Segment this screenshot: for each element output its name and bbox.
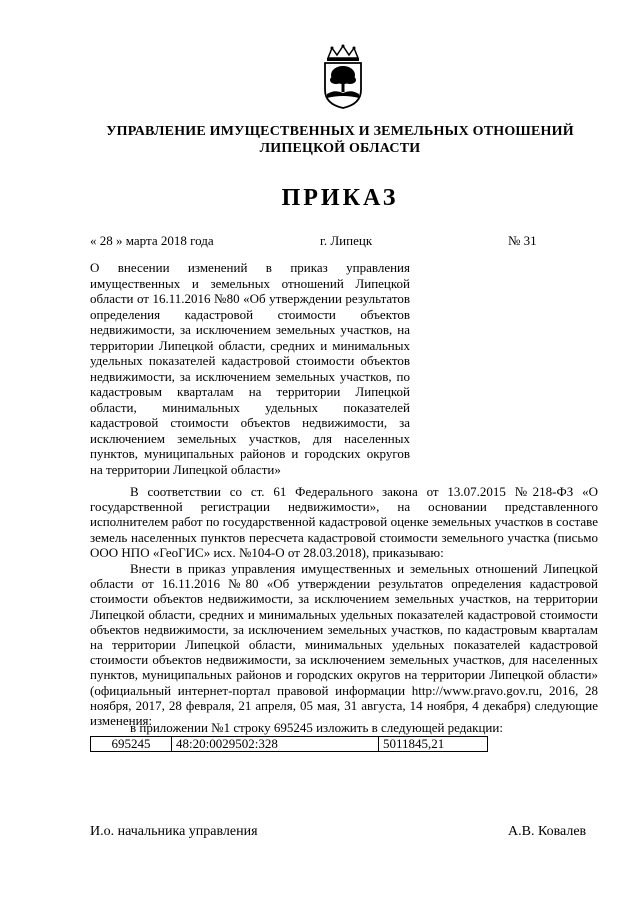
body-paragraph-2: Внести в приказ управления имущественных и земельных отношений Липецкой области от 16.11.2016 №80 «Об утверждении результатов определения кадастровой стоимости объектов недвижимости, за исключением земельных участков, на территории Липецкой области, средних и минимальных удельных показателей кадастровой стоимости объектов недвижимости, за исключением земельных участков, по кадастровым кварталам на территории Липецкой области, минимальных удельных показателей кадастровой стоимости объектов недвижимости, за исключением земельных участков, для населенных пунктов, муниципальных районов и городских округов на территории Липецкой области» (официальный интернет-портал правовой информации http://www.pravo.gov.ru, 2016, 28 ноября, 2017, 28 февраля, 21 апреля, 05 мая, 31 августа, 14 ноября, 4 декабря) следующие изменения:: [90, 561, 598, 729]
table-cell-cadastral-value: 5011845,21: [379, 737, 488, 752]
signature-position: И.о. начальника управления: [90, 824, 258, 839]
body-paragraph-3: в приложении №1 строку 695245 изложить в следующей редакции:: [130, 720, 503, 735]
organization-name-line1: УПРАВЛЕНИЕ ИМУЩЕСТВЕННЫХ И ЗЕМЕЛЬНЫХ ОТНОШЕНИЙ: [106, 124, 574, 139]
table-cell-row-number: 695245: [91, 737, 172, 752]
order-city: г. Липецк: [320, 233, 373, 248]
table-cell-cadastral-number: 48:20:0029502:328: [172, 737, 379, 752]
order-number: № 31: [508, 233, 537, 248]
body-paragraph-1: В соответствии со ст. 61 Федерального закона от 13.07.2015 №218-ФЗ «О государственной регистрации недвижимости», на основании представленного исполнителем работ по государственной кадастровой оценке земельных участков в составе земель населенных пунктов пересчета кадастровой стоимости земельного участка (письмо ООО НПО «ГеоГИС» исх. №104-О от 28.03.2018), приказываю:: [90, 484, 598, 560]
order-date: « 28 » марта 2018 года: [90, 233, 214, 248]
amendment-table: [90, 736, 488, 752]
table-row: [91, 737, 488, 752]
order-subject: О внесении изменений в приказ управления имущественных и земельных отношений Липецкой области от 16.11.2016 №80 «Об утверждении результатов определения кадастровой стоимости объектов недвижимости, за исключением земельных участков, на территории Липецкой области, средних и минимальных удельных показателей кадастровой стоимости объектов недвижимости, за исключением земельных участков, по кадастровым кварталам на территории Липецкой области, минимальных удельных показателей кадастровой стоимости объектов недвижимости, за исключением земельных участков, для населенных пунктов, муниципальных районов и городских округов на территории Липецкой области»: [90, 260, 410, 477]
organization-name-line2: ЛИПЕЦКОЙ ОБЛАСТИ: [259, 141, 421, 156]
coat-of-arms-icon: [318, 44, 368, 110]
signature-name: А.В. Ковалев: [508, 824, 587, 839]
document-title: ПРИКАЗ: [281, 185, 399, 211]
